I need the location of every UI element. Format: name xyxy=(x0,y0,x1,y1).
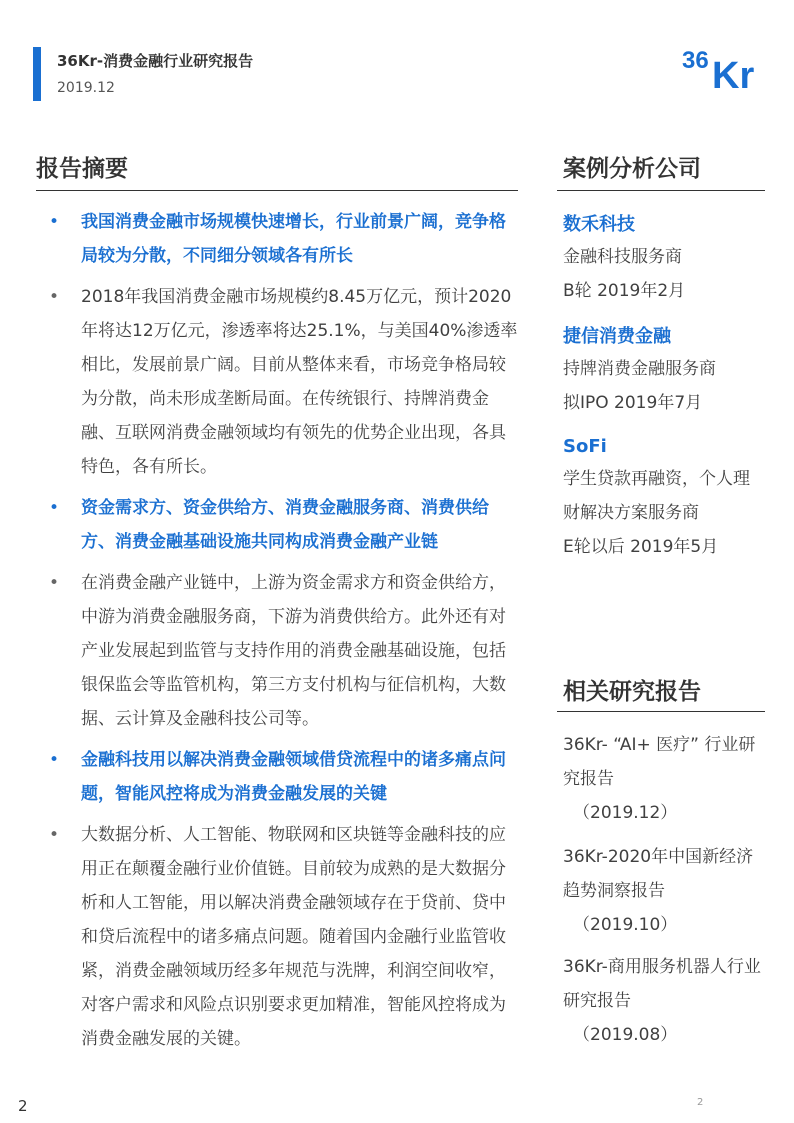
case-company-name: 捷信消费金融 xyxy=(563,326,671,347)
case-company-desc: 持牌消费金融服务商 xyxy=(563,359,716,379)
related-report-date: （2019.08） xyxy=(573,1025,678,1045)
related-report-title: 36Kr-2020年中国新经济趋势洞察报告 xyxy=(563,847,754,901)
summary-item xyxy=(36,743,518,811)
page-number: 2 xyxy=(18,1097,28,1115)
cases-title: 案例分析公司 xyxy=(563,156,701,182)
cases-divider xyxy=(557,190,765,191)
summary-item xyxy=(36,566,518,736)
summary-body: 2018年我国消费金融市场规模约8.45万亿元，预计2020年将达12万亿元，渗透率将达25.1%，与美国40%渗透率相比，发展前景广阔。目前从整体来看，市场竞争格局较为分散，尚未形成垄断局面。在传统银行、持牌消费金融、互联网消费金融领域均有领先的优势企业出现，各具特色，各有所长。 xyxy=(81,287,518,477)
summary-title: 报告摘要 xyxy=(36,156,128,182)
summary-item xyxy=(36,280,518,484)
bullet-dot: • xyxy=(49,212,60,232)
related-report xyxy=(563,840,763,942)
related-report-date: （2019.12） xyxy=(573,803,678,823)
summary-item xyxy=(36,205,518,273)
case-company-name: 数禾科技 xyxy=(563,214,635,235)
case-company-round: E轮以后 2019年5月 xyxy=(563,537,719,557)
related-title: 相关研究报告 xyxy=(563,679,701,705)
36kr-logo xyxy=(680,40,766,96)
case-company xyxy=(563,432,758,564)
related-report-title: 36Kr-商用服务机器人行业研究报告 xyxy=(563,957,761,1011)
svg-text:36: 36 xyxy=(682,47,709,74)
page-number-small: 2 xyxy=(697,1097,704,1108)
case-company xyxy=(563,210,773,308)
summary-list xyxy=(36,205,518,1063)
case-company-desc: 学生贷款再融资，个人理财解决方案服务商 xyxy=(563,469,750,523)
summary-divider xyxy=(36,190,518,191)
summary-item xyxy=(36,818,518,1056)
svg-text:Kr: Kr xyxy=(712,55,755,96)
case-company-desc: 金融科技服务商 xyxy=(563,247,682,267)
related-divider xyxy=(557,711,765,712)
header-accent-bar xyxy=(33,47,41,101)
summary-body: 在消费金融产业链中，上游为资金需求方和资金供给方，中游为消费金融服务商，下游为消费供给方。此外还有对产业发展起到监管与支持作用的消费金融基础设施，包括银保监会等监管机构，第三方支付机构与征信机构，大数据、云计算及金融科技公司等。 xyxy=(81,573,506,729)
bullet-dot: • xyxy=(49,498,60,518)
bullet-dot: • xyxy=(49,287,60,307)
related-report-date: （2019.10） xyxy=(573,915,678,935)
related-report-title: 36Kr- “AI+ 医疗” 行业研究报告 xyxy=(563,735,756,789)
case-company-round: 拟IPO 2019年7月 xyxy=(563,393,703,413)
summary-body: 大数据分析、人工智能、物联网和区块链等金融科技的应用正在颠覆金融行业价值链。目前较为成熟的是大数据分析和人工智能，用以解决消费金融领域存在于贷前、贷中和贷后流程中的诸多痛点问题。随着国内金融行业监管收紧，消费金融领域历经多年规范与洗牌，利润空间收窄，对客户需求和风险点识别要求更加精准，智能风控将成为消费金融发展的关键。 xyxy=(81,825,506,1049)
summary-heading: 我国消费金融市场规模快速增长，行业前景广阔，竞争格局较为分散，不同细分领域各有所长 xyxy=(81,212,506,266)
report-header-title: 36Kr-消费金融行业研究报告 xyxy=(57,52,254,70)
summary-heading: 资金需求方、资金供给方、消费金融服务商、消费供给方、消费金融基础设施共同构成消费金融产业链 xyxy=(81,498,489,552)
bullet-dot: • xyxy=(49,573,60,593)
case-company-round: B轮 2019年2月 xyxy=(563,281,686,301)
bullet-dot: • xyxy=(49,750,60,770)
summary-item xyxy=(36,491,518,559)
related-report xyxy=(563,950,763,1052)
case-company xyxy=(563,322,773,420)
report-header-date: 2019.12 xyxy=(57,80,115,96)
bullet-dot: • xyxy=(49,825,60,845)
summary-heading: 金融科技用以解决消费金融领域借贷流程中的诸多痛点问题，智能风控将成为消费金融发展的关键 xyxy=(81,750,506,804)
related-report xyxy=(563,728,763,830)
case-company-name: SoFi xyxy=(563,436,607,457)
